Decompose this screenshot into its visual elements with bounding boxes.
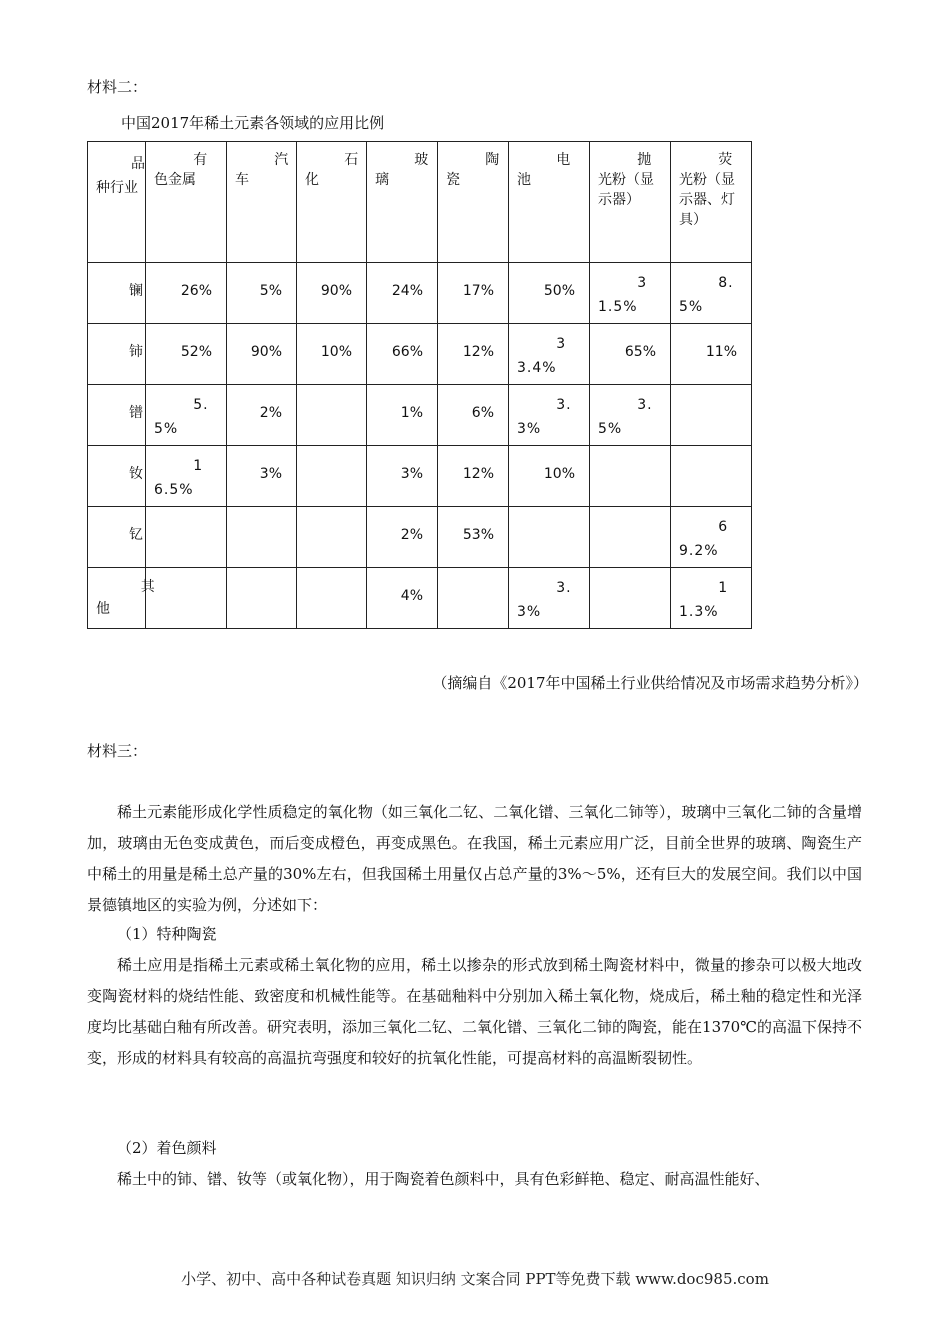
- cell-value: 69.2%: [679, 519, 729, 559]
- table-cell: [671, 568, 752, 629]
- row-header-label: 镨: [129, 405, 143, 421]
- table-cell: [146, 324, 227, 385]
- paragraph: 稀土中的铈、镨、钕等（或氧化物），用于陶瓷着色颜料中，具有色彩鲜艳、稳定、耐高温性能好、: [117, 1170, 770, 1188]
- cell-value: 53%: [462, 527, 494, 543]
- table-row: [88, 263, 752, 324]
- section-heading: （2）着色颜料: [117, 1139, 217, 1157]
- row-header-label: 镧: [129, 283, 143, 299]
- section-heading: （1）特种陶瓷: [117, 925, 217, 943]
- table-cell: [509, 507, 590, 568]
- table-header-row: [88, 142, 752, 263]
- cell-value: 1%: [400, 405, 423, 421]
- rare-earth-application-table: [87, 141, 752, 629]
- table-cell: [146, 446, 227, 507]
- cell-value: 12%: [462, 466, 494, 482]
- material-three-label: 材料三：: [87, 742, 148, 760]
- table-row: [88, 324, 752, 385]
- column-header: 电池: [509, 142, 590, 263]
- column-header: 荧光粉（显示器、灯具）: [671, 142, 752, 263]
- row-header-cell: [88, 507, 146, 568]
- table-cell: [297, 263, 367, 324]
- column-header: 玻璃: [367, 142, 438, 263]
- cell-value: 26%: [180, 283, 212, 299]
- table-cell: [590, 324, 671, 385]
- cell-value: 50%: [543, 283, 575, 299]
- table-cell: [146, 385, 227, 446]
- cell-value: 90%: [250, 344, 282, 360]
- column-header: 陶瓷: [438, 142, 509, 263]
- cell-value: 66%: [391, 344, 423, 360]
- cell-value: 16.5%: [154, 458, 204, 498]
- table-cell: [671, 324, 752, 385]
- table-cell: [590, 446, 671, 507]
- row-header-cell: [88, 263, 146, 324]
- cell-value: 31.5%: [598, 275, 648, 315]
- cell-value: 3.3%: [517, 580, 572, 620]
- cell-value: 10%: [543, 466, 575, 482]
- table-cell: [590, 263, 671, 324]
- table-cell: [671, 263, 752, 324]
- table-cell: [367, 324, 438, 385]
- material-two-label: 材料二：: [87, 78, 148, 96]
- table-cell: [438, 568, 509, 629]
- source-note: （摘编自《2017年中国稀土行业供给情况及市场需求趋势分析》）: [432, 674, 868, 692]
- cell-value: 3%: [259, 466, 282, 482]
- table-cell: [367, 507, 438, 568]
- table-cell: [367, 263, 438, 324]
- table-cell: [590, 385, 671, 446]
- table-row: [88, 568, 752, 629]
- table-cell: [367, 446, 438, 507]
- table-cell: [438, 507, 509, 568]
- paragraph: 稀土应用是指稀土元素或稀土氧化物的应用，稀土以掺杂的形式放到稀土陶瓷材料中，微量的掺杂可以极大地改变陶瓷材料的烧结性能、致密度和机械性能等。在基础釉料中分别加入稀土氧化物，烧成后，稀土釉的稳定性和光泽度均比基础白釉有所改善。研究表明，添加三氧化二钇、二氧化镨、三氧化二铈的陶瓷，能在1370℃的高温下保持不变，形成的材料具有较高的高温抗弯强度和较好的抗氧化性能，可提高材料的高温断裂韧性。: [87, 956, 862, 1067]
- column-header: 汽车: [227, 142, 297, 263]
- table-cell: [509, 446, 590, 507]
- table-cell: [297, 385, 367, 446]
- table-row: [88, 385, 752, 446]
- cell-value: 33.4%: [517, 336, 567, 376]
- cell-value: 5%: [259, 283, 282, 299]
- row-header-label: 钕: [129, 466, 143, 482]
- table-cell: [146, 263, 227, 324]
- row-header-label: 铈: [129, 344, 143, 360]
- row-header-cell: [88, 446, 146, 507]
- table-cell: [438, 385, 509, 446]
- table-cell: [297, 568, 367, 629]
- table-cell: [590, 568, 671, 629]
- cell-value: 65%: [624, 344, 656, 360]
- table-cell: [438, 324, 509, 385]
- table-cell: [297, 446, 367, 507]
- table-cell: [367, 568, 438, 629]
- cell-value: 5.5%: [154, 397, 209, 437]
- cell-value: 11.3%: [679, 580, 729, 620]
- table-cell: [671, 385, 752, 446]
- cell-value: 4%: [400, 588, 423, 604]
- table-row: [88, 507, 752, 568]
- table-cell: [509, 324, 590, 385]
- table-cell: [227, 385, 297, 446]
- cell-value: 3.3%: [517, 397, 572, 437]
- table-cell: [227, 446, 297, 507]
- table-row: [88, 446, 752, 507]
- cell-value: 10%: [320, 344, 352, 360]
- table-corner-cell: 品种行业: [88, 142, 146, 263]
- table-cell: [438, 446, 509, 507]
- table-caption: 中国2017年稀土元素各领域的应用比例: [121, 114, 385, 132]
- table-cell: [671, 507, 752, 568]
- page-footer: 小学、初中、高中各种试卷真题 知识归纳 文案合同 PPT等免费下载 www.doc985.com: [181, 1270, 769, 1288]
- cell-value: 3%: [400, 466, 423, 482]
- paragraph: 稀土元素能形成化学性质稳定的氧化物（如三氧化二钇、二氧化镨、三氧化二铈等），玻璃中三氧化二铈的含量增加，玻璃由无色变成黄色，而后变成橙色，再变成黑色。在我国，稀土元素应用广泛，目前全世界的玻璃、陶瓷生产中稀土的用量是稀土总产量的30%左右，但我国稀土用量仅占总产量的3%～5%，还有巨大的发展空间。我们以中国景德镇地区的实验为例，分述如下：: [87, 803, 862, 914]
- row-header-cell: [88, 385, 146, 446]
- table-cell: [590, 507, 671, 568]
- cell-value: 2%: [259, 405, 282, 421]
- table-cell: [367, 385, 438, 446]
- table-cell: [146, 507, 227, 568]
- table-cell: [227, 507, 297, 568]
- cell-value: 52%: [180, 344, 212, 360]
- table-cell: [227, 263, 297, 324]
- table-cell: [227, 324, 297, 385]
- table-cell: [671, 446, 752, 507]
- table-cell: [438, 263, 509, 324]
- column-header: 有色金属: [146, 142, 227, 263]
- column-header: 石化: [297, 142, 367, 263]
- row-header-label: 其他: [96, 579, 155, 617]
- cell-value: 17%: [462, 283, 494, 299]
- table-cell: [509, 568, 590, 629]
- row-header-label: 钇: [129, 527, 143, 543]
- cell-value: 90%: [320, 283, 352, 299]
- cell-value: 6%: [471, 405, 494, 421]
- cell-value: 8.5%: [679, 275, 734, 315]
- table-cell: [146, 568, 227, 629]
- cell-value: 12%: [462, 344, 494, 360]
- cell-value: 24%: [391, 283, 423, 299]
- cell-value: 11%: [705, 344, 737, 360]
- cell-value: 2%: [400, 527, 423, 543]
- table-cell: [297, 507, 367, 568]
- table-cell: [297, 324, 367, 385]
- row-header-cell: [88, 324, 146, 385]
- row-header-cell: [88, 568, 155, 629]
- cell-value: 3.5%: [598, 397, 653, 437]
- column-header: 抛光粉（显示器）: [590, 142, 671, 263]
- table-cell: [509, 263, 590, 324]
- table-cell: [227, 568, 297, 629]
- table-cell: [509, 385, 590, 446]
